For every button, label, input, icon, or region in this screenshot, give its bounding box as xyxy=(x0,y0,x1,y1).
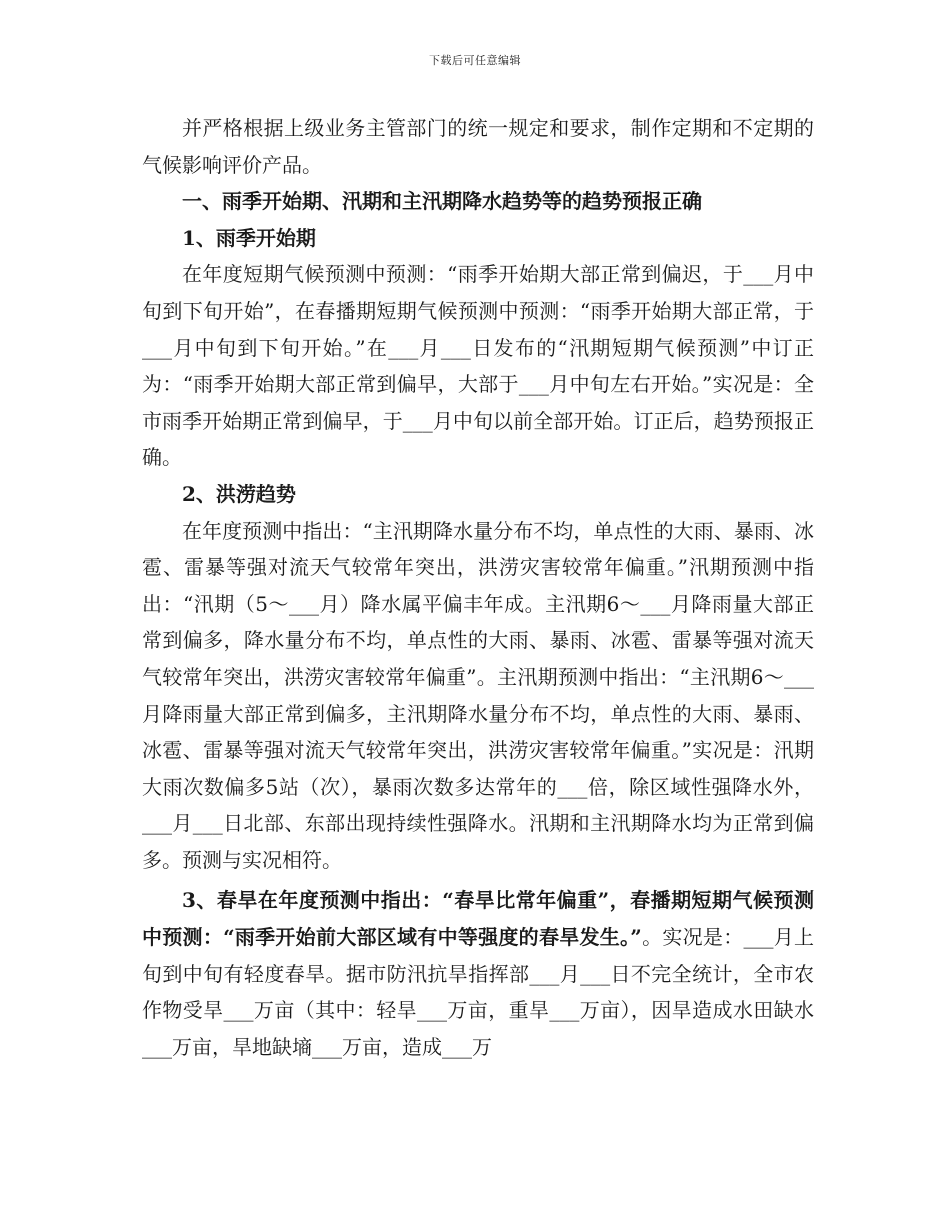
spring-drought-normal-text: 。实况是：___月上旬到中旬有轻度春旱。据市防汛抗旱指挥部___月___日不完全统计，全市农作物受旱___万亩（其中：轻旱___万亩，重旱___万亩），因旱造成水田缺水___万亩，旱地缺墒___万亩，造成___万 xyxy=(142,925,815,1059)
paragraph-intro: 并严格根据上级业务主管部门的统一规定和要求，制作定期和不定期的气候影响评价产品。 xyxy=(142,116,814,177)
subsection-heading-flood: 2、洪涝趋势 xyxy=(182,481,296,506)
page-header: 下载后可任意编辑 xyxy=(429,54,521,67)
paragraph-spring-drought xyxy=(142,882,814,1065)
paragraph-rainy-season: 在年度短期气候预测中预测：“雨季开始期大部正常到偏迟，于___月中旬到下旬开始”，在春播期短期气候预测中预测：“雨季开始期大部正常，于___月中旬到下旬开始。”在___月___日发布的“汛期短期气候预测”中订正为：“雨季开始期大部正常到偏早，大部于___月中旬左右开始。”实况是：全市雨季开始期正常到偏早，于___月中旬以前全部开始。订正后，趋势预报正确。 xyxy=(142,262,814,470)
section-heading-1: 一、雨季开始期、汛期和主汛期降水趋势等的趋势预报正确 xyxy=(182,189,702,214)
subsection-heading-rainy-season: 1、雨季开始期 xyxy=(182,225,316,250)
document-body xyxy=(142,110,814,1065)
spring-drought-bold-text: 3、春旱在年度预测中指出：“春旱比常年偏重”，春播期短期气候预测中预测：“雨季开始前大部区域有中等强度的春旱发生。” xyxy=(142,888,814,950)
paragraph-flood: 在年度预测中指出：“主汛期降水量分布不均，单点性的大雨、暴雨、冰雹、雷暴等强对流天气较常年突出，洪涝灾害较常年偏重。”汛期预测中指出：“汛期（5～___月）降水属平偏丰年成。主汛期6～___月降雨量大部正常到偏多，降水量分布不均，单点性的大雨、暴雨、冰雹、雷暴等强对流天气较常年突出，洪涝灾害较常年偏重”。主汛期预测中指出：“主汛期6～___月降雨量大部正常到偏多，主汛期降水量分布不均，单点性的大雨、暴雨、冰雹、雷暴等强对流天气较常年突出，洪涝灾害较常年偏重。”实况是：汛期大雨次数偏多5站（次），暴雨次数多达常年的___倍，除区域性强降水外，___月___日北部、东部出现持续性强降水。汛期和主汛期降水均为正常到偏多。预测与实况相符。 xyxy=(142,518,814,872)
